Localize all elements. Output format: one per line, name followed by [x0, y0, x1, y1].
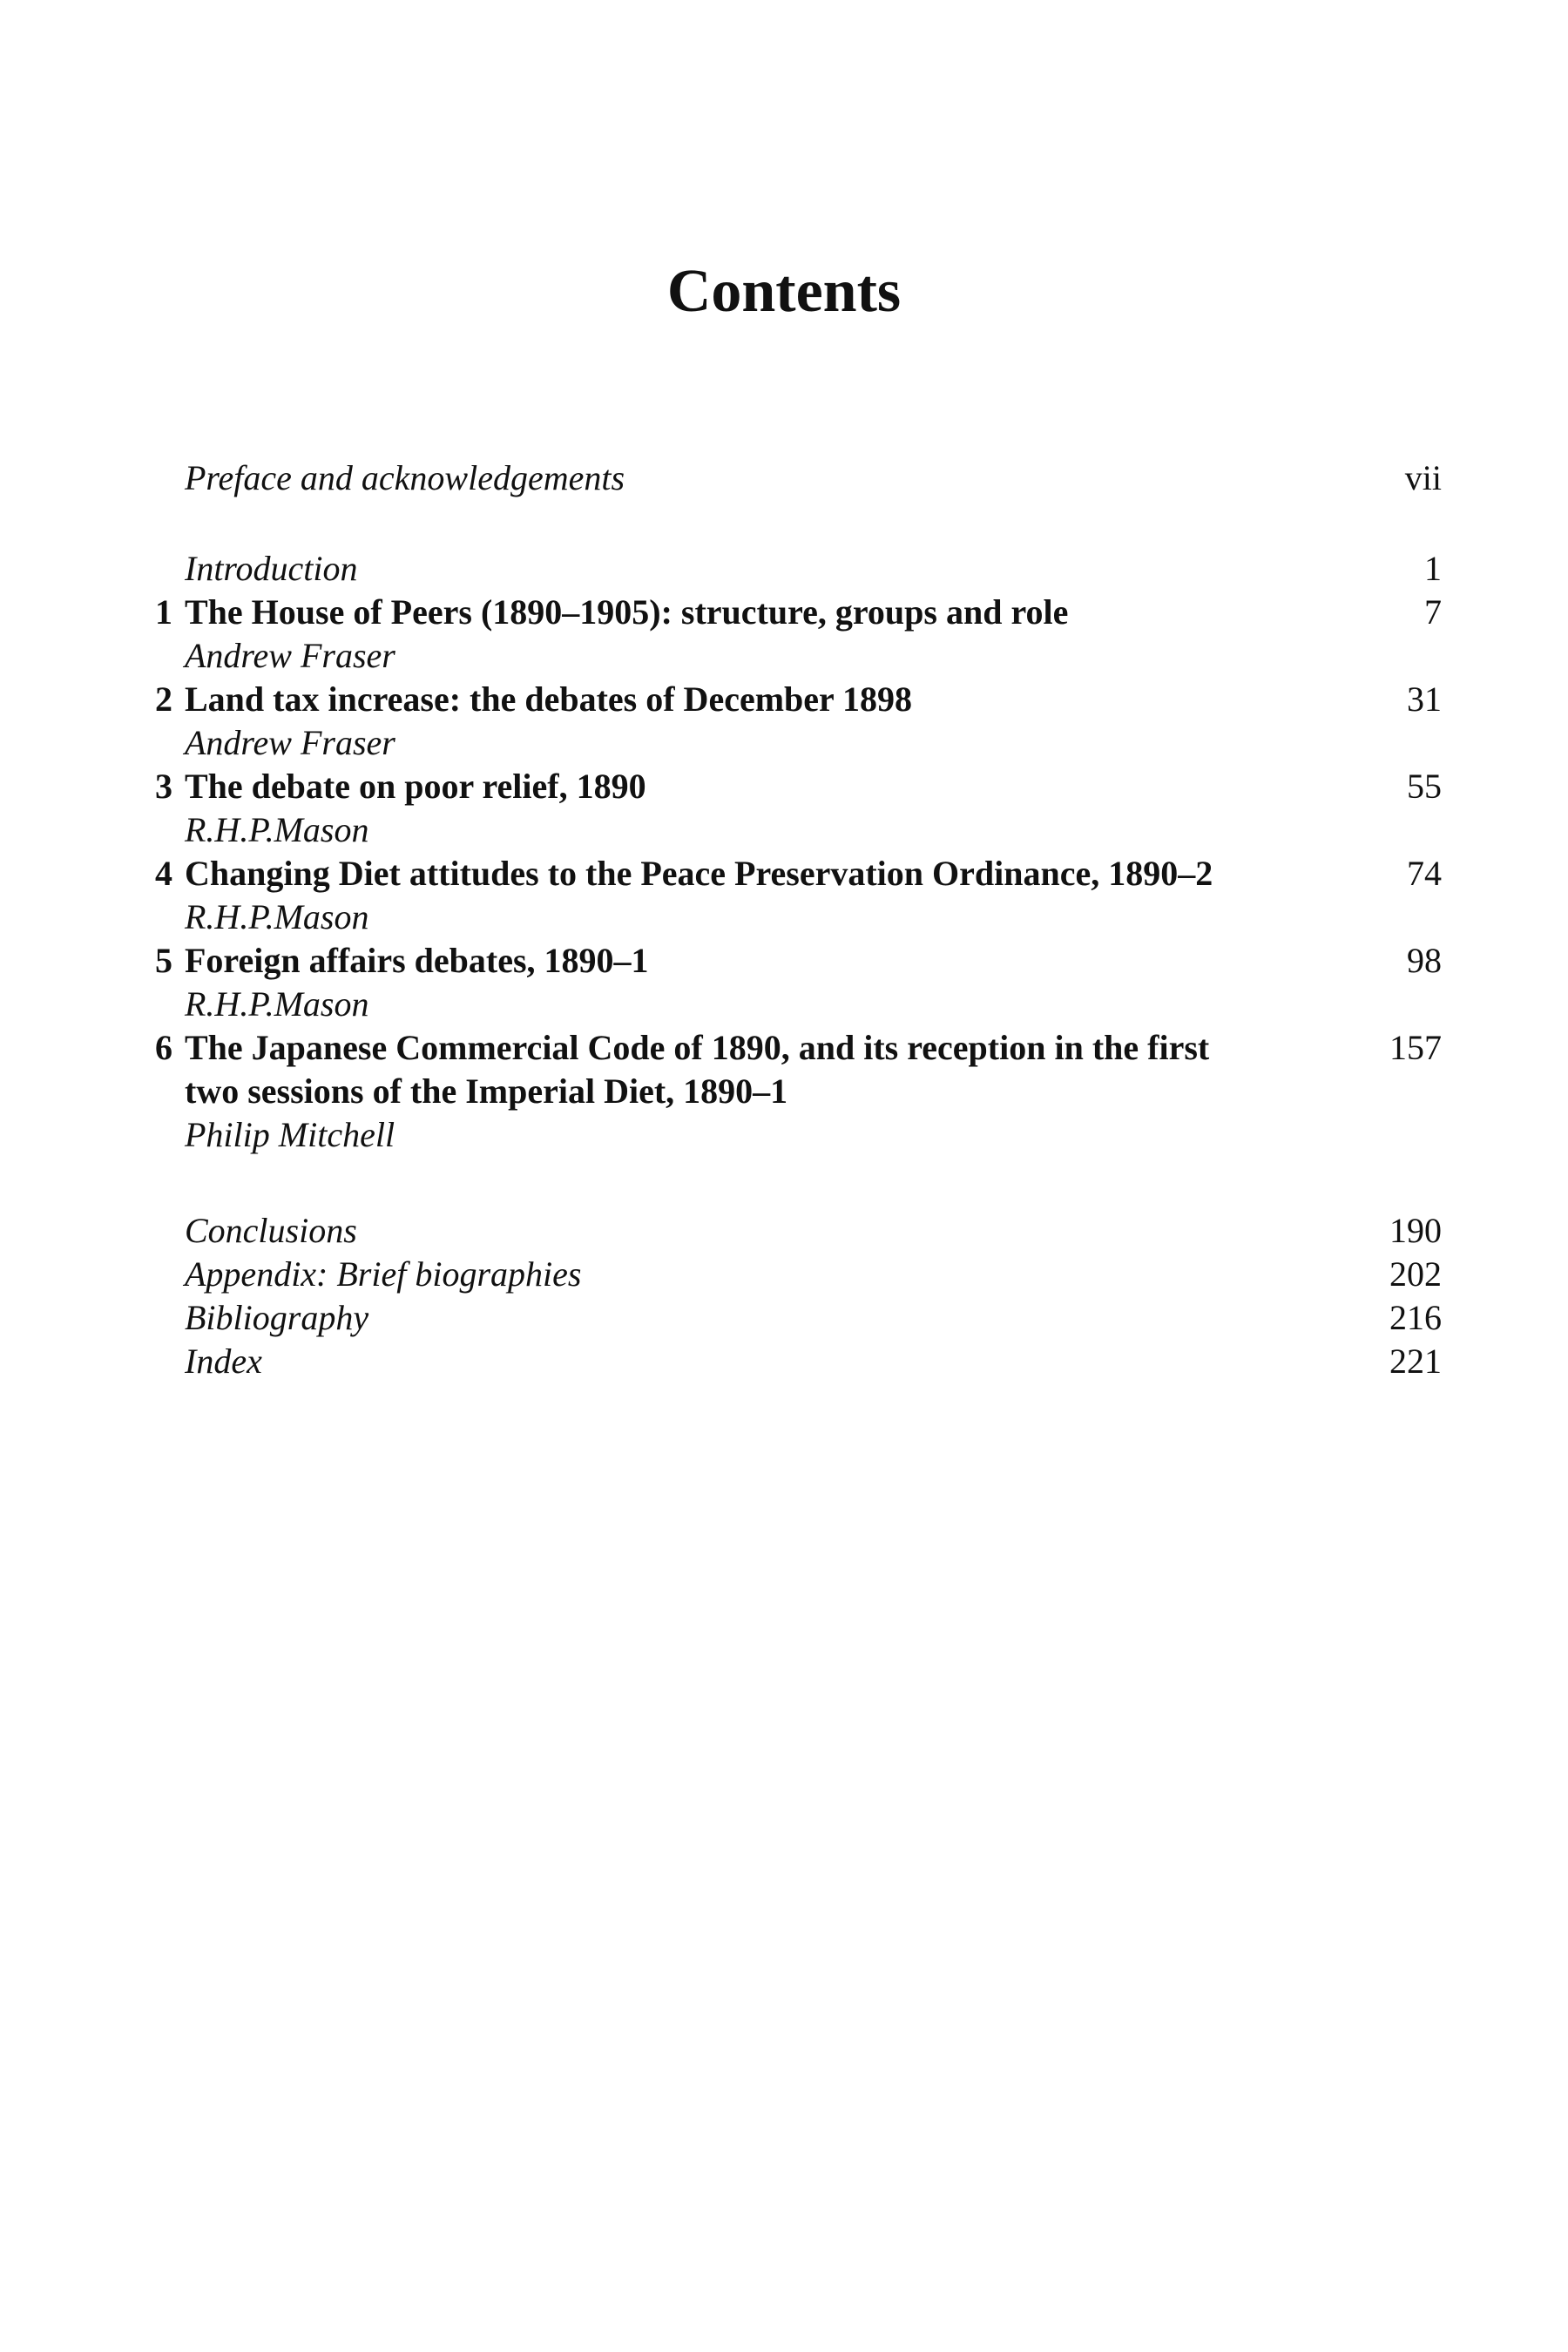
chapter-number: 2: [155, 679, 172, 719]
chapter-author: Andrew Fraser: [185, 636, 395, 675]
entry-label: Index: [185, 1342, 262, 1381]
chapter-number: 6: [155, 1028, 172, 1067]
chapter-title: Foreign affairs debates, 1890–1: [185, 941, 649, 980]
toc-entry-appendix[interactable]: [155, 1253, 1442, 1296]
entry-page-number: 216: [1389, 1298, 1442, 1337]
chapter-number: 4: [155, 854, 172, 893]
chapter-number: 5: [155, 941, 172, 980]
chapter-title: The House of Peers (1890–1905): structure, groups and role: [185, 592, 1069, 632]
entry-page-number: 74: [1407, 854, 1442, 893]
chapter-author: Philip Mitchell: [185, 1115, 395, 1154]
chapter-author-row: [155, 983, 1442, 1026]
entry-page-number: 221: [1389, 1342, 1442, 1381]
chapter-number: 3: [155, 767, 172, 806]
toc-entry-conclusions[interactable]: [155, 1209, 1442, 1253]
chapter-author-row: [155, 896, 1442, 939]
chapter-author-row: [155, 1113, 1442, 1157]
entry-page-number: 1: [1424, 549, 1442, 588]
entry-label: Introduction: [185, 549, 358, 588]
chapter-title: The debate on poor relief, 1890: [185, 767, 646, 806]
toc-entry-chapter-3[interactable]: [155, 765, 1442, 808]
section-spacer: [155, 1157, 1442, 1209]
chapter-author-row: [155, 808, 1442, 852]
chapter-title: The Japanese Commercial Code of 1890, and its reception in the first two sessions of the Imperial Diet, 1890–1: [185, 1028, 1210, 1111]
chapter-author: R.H.P.Mason: [185, 984, 369, 1024]
chapter-author-row: [155, 634, 1442, 678]
toc-entry-index[interactable]: [155, 1340, 1442, 1383]
entry-page-number: 55: [1407, 767, 1442, 806]
entry-label: Preface and acknowledgements: [185, 458, 625, 497]
toc-entry-chapter-2[interactable]: [155, 678, 1442, 721]
chapter-title: Land tax increase: the debates of December 1898: [185, 679, 913, 719]
page-title: Contents: [666, 258, 902, 325]
entry-page-number: 31: [1407, 679, 1442, 719]
toc-entry-chapter-4[interactable]: [155, 852, 1442, 896]
chapter-number: 1: [155, 592, 172, 632]
entry-page-number: vii: [1404, 458, 1442, 497]
entry-page-number: 202: [1389, 1254, 1442, 1294]
entry-label: Conclusions: [185, 1211, 357, 1250]
entry-page-number: 98: [1407, 941, 1442, 980]
entry-page-number: 157: [1389, 1028, 1442, 1067]
toc-entry-introduction[interactable]: [155, 547, 1442, 591]
toc-entry-chapter-6[interactable]: [155, 1026, 1442, 1113]
chapter-author-row: [155, 721, 1442, 765]
chapter-author: Andrew Fraser: [185, 723, 395, 762]
toc-entry-bibliography[interactable]: [155, 1296, 1442, 1340]
toc-entry-chapter-1[interactable]: [155, 591, 1442, 634]
entry-page-number: 7: [1424, 592, 1442, 632]
chapter-title: Changing Diet attitudes to the Peace Preservation Ordinance, 1890–2: [185, 854, 1213, 893]
section-spacer: [155, 500, 1442, 547]
chapter-author: R.H.P.Mason: [185, 810, 369, 849]
chapter-author: R.H.P.Mason: [185, 897, 369, 936]
table-of-contents: [155, 456, 1442, 1383]
entry-label: Bibliography: [185, 1298, 369, 1337]
toc-entry-chapter-5[interactable]: [155, 939, 1442, 983]
entry-page-number: 190: [1389, 1211, 1442, 1250]
entry-label: Appendix: Brief biographies: [185, 1254, 582, 1294]
toc-entry-preface[interactable]: [155, 456, 1442, 500]
